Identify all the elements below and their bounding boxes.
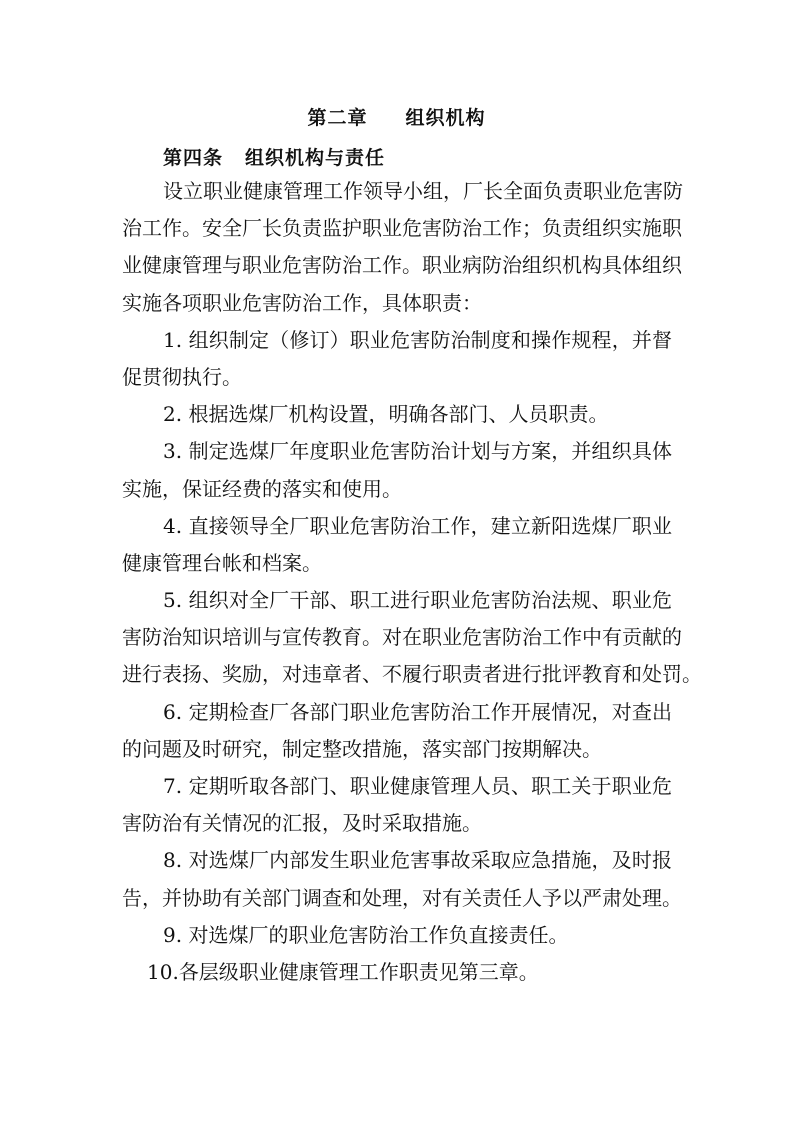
text-line: 促贯彻执行。 xyxy=(122,364,242,389)
text-line: 10.各层级职业健康管理工作职责见第三章。 xyxy=(147,959,539,984)
duty-item xyxy=(122,954,672,991)
article-heading xyxy=(163,143,385,170)
text-line: 4. 直接领导全厂职业危害防治工作，建立新阳选煤厂职业 xyxy=(163,513,672,538)
text-line: 5. 组织对全厂干部、职工进行职业危害防治法规、职业危 xyxy=(163,588,672,613)
text-line: 设立职业健康管理工作领导小组，厂长全面负责职业危害防 xyxy=(163,179,683,203)
duty-item xyxy=(122,582,702,694)
text-line: 2. 根据选煤厂机构设置，明确各部门、人员职责。 xyxy=(163,402,609,427)
text-line: 7. 定期听取各部门、职业健康管理人员、职工关于职业危 xyxy=(163,774,672,798)
duty-item xyxy=(122,842,682,916)
intro-paragraph xyxy=(122,173,683,322)
duty-item xyxy=(122,694,672,768)
chapter-title: 组织机构 xyxy=(405,107,486,129)
article-number: 第四条 xyxy=(163,147,224,169)
text-line: 8. 对选煤厂内部发生职业危害事故采取应急措施，及时报 xyxy=(163,848,672,873)
document-body xyxy=(122,173,702,991)
text-line: 6. 定期检查厂各部门职业危害防治工作开展情况，对查出 xyxy=(163,699,672,724)
duty-item xyxy=(122,433,672,507)
chapter-number: 第二章 xyxy=(307,107,368,129)
duty-item xyxy=(122,917,672,954)
text-line: 3. 制定选煤厂年度职业危害防治计划与方案，并组织具体 xyxy=(163,439,672,464)
text-line: 进行表扬、奖励，对违章者、不履行职责者进行批评教育和处罚。 xyxy=(122,662,702,687)
text-line: 业健康管理与职业危害防治工作。职业病防治组织机构具体组织 xyxy=(122,253,682,278)
article-title: 组织机构与责任 xyxy=(245,147,386,169)
duty-item xyxy=(122,396,672,433)
text-line: 实施各项职业危害防治工作，具体职责： xyxy=(122,290,482,315)
text-line: 实施，保证经费的落实和使用。 xyxy=(122,476,402,501)
text-line: 健康管理台帐和档案。 xyxy=(122,550,322,575)
text-line: 治工作。安全厂长负责监护职业危害防治工作；负责组织实施职 xyxy=(122,216,682,241)
duty-item xyxy=(122,768,672,842)
text-line: 告，并协助有关部门调查和处理，对有关责任人予以严肃处理。 xyxy=(122,885,682,910)
text-line: 1. 组织制定（修订）职业危害防治制度和操作规程，并督 xyxy=(163,327,672,352)
duty-item xyxy=(122,508,672,582)
chapter-heading xyxy=(0,103,793,130)
text-line: 9. 对选煤厂的职业危害防治工作负直接责任。 xyxy=(163,922,569,947)
text-line: 害防治知识培训与宣传教育。对在职业危害防治工作中有贡献的 xyxy=(122,625,682,650)
text-line: 的问题及时研究，制定整改措施，落实部门按期解决。 xyxy=(122,736,602,761)
duty-item xyxy=(122,322,672,396)
text-line: 害防治有关情况的汇报，及时采取措施。 xyxy=(122,811,482,836)
